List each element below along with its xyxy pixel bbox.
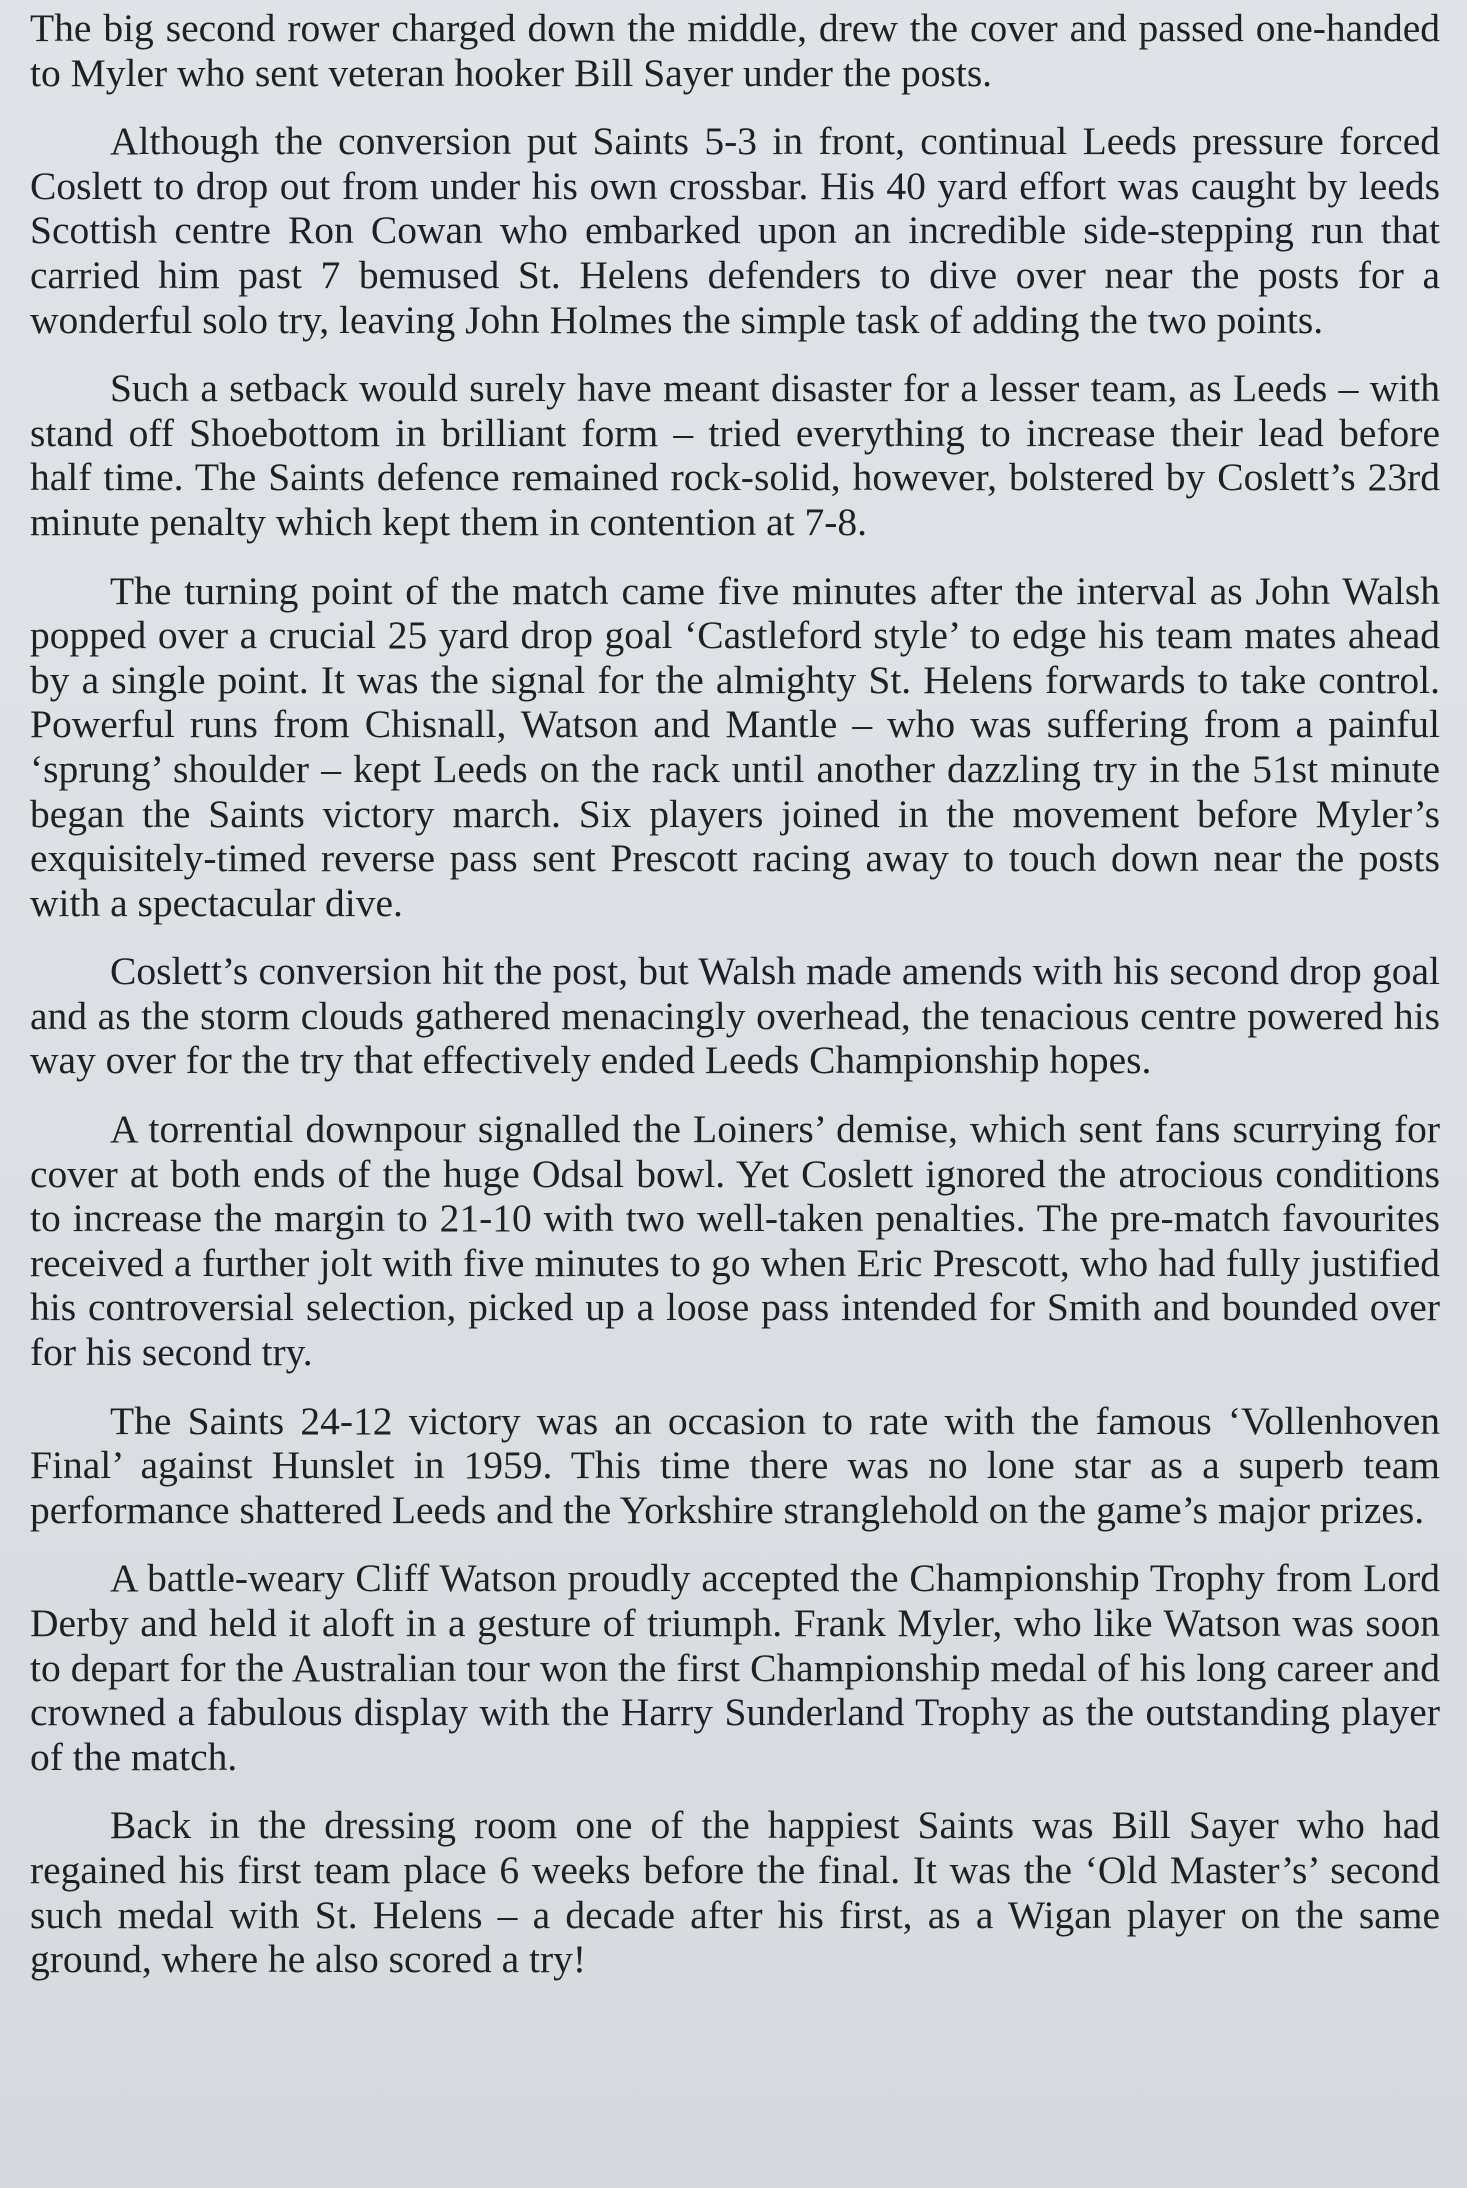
paragraph-8: A battle-weary Cliff Watson proudly accepted the Championship Trophy from Lord Derby and held it aloft in a gesture of triumph. Frank Myler, who like Watson was soon to depart for the Australian tour won the first Championship medal of his long career and crowned a fabulous display with the Harry Sunderland Trophy as the outstanding player of the match.: [30, 1556, 1440, 1779]
paragraph-9: Back in the dressing room one of the happiest Saints was Bill Sayer who had regained his first team place 6 weeks before the final. It was the ‘Old Master’s’ second such medal with St. Helens – a decade after his first, as a Wigan player on the same ground, where he also scored a try!: [30, 1803, 1440, 1982]
paragraph-6: A torrential downpour signalled the Loiners’ demise, which sent fans scurrying for cover at both ends of the huge Odsal bowl. Yet Coslett ignored the atrocious conditions to increase the margin to 21-10 with two well-taken penalties. The pre-match favourites received a further jolt with five minutes to go when Eric Prescott, who had fully justified his controversial selection, picked up a loose pass intended for Smith and bounded over for his second try.: [30, 1107, 1440, 1375]
paragraph-5: Coslett’s conversion hit the post, but Walsh made amends with his second drop goal and as the storm clouds gathered menacingly overhead, the tenacious centre powered his way over for the try that effectively ended Leeds Championship hopes.: [30, 949, 1440, 1083]
paragraph-2: Although the conversion put Saints 5-3 in front, continual Leeds pressure forced Coslett to drop out from under his own crossbar. His 40 yard effort was caught by leeds Scottish centre Ron Cowan who embarked upon an incredible side-stepping run that carried him past 7 bemused St. Helens defenders to dive over near the posts for a wonderful solo try, leaving John Holmes the simple task of adding the two points.: [30, 119, 1440, 342]
paragraph-1: The big second rower charged down the middle, drew the cover and passed one-handed to Myler who sent veteran hooker Bill Sayer under the posts.: [30, 6, 1440, 95]
paragraph-3: Such a setback would surely have meant disaster for a lesser team, as Leeds – with stand off Shoebottom in brilliant form – tried everything to increase their lead before half time. The Saints defence remained rock-solid, however, bolstered by Coslett’s 23rd minute penalty which kept them in contention at 7-8.: [30, 366, 1440, 544]
paragraph-4: The turning point of the match came five minutes after the interval as John Walsh popped over a crucial 25 yard drop goal ‘Castleford style’ to edge his team mates ahead by a single point. It was the signal for the almighty St. Helens forwards to take control. Powerful runs from Chisnall, Watson and Mantle – who was suffering from a painful ‘sprung’ shoulder – kept Leeds on the rack until another dazzling try in the 51st minute began the Saints victory march. Six players joined in the movement before Myler’s exquisitely-timed reverse pass sent Prescott racing away to touch down near the posts with a spectacular dive.: [30, 568, 1440, 925]
paragraph-7: The Saints 24-12 victory was an occasion to rate with the famous ‘Vollenhoven Final’ against Hunslet in 1959. This time there was no lone star as a superb team performance shattered Leeds and the Yorkshire stranglehold on the game’s major prizes.: [30, 1398, 1440, 1532]
page-text: [30, 6, 1440, 2182]
